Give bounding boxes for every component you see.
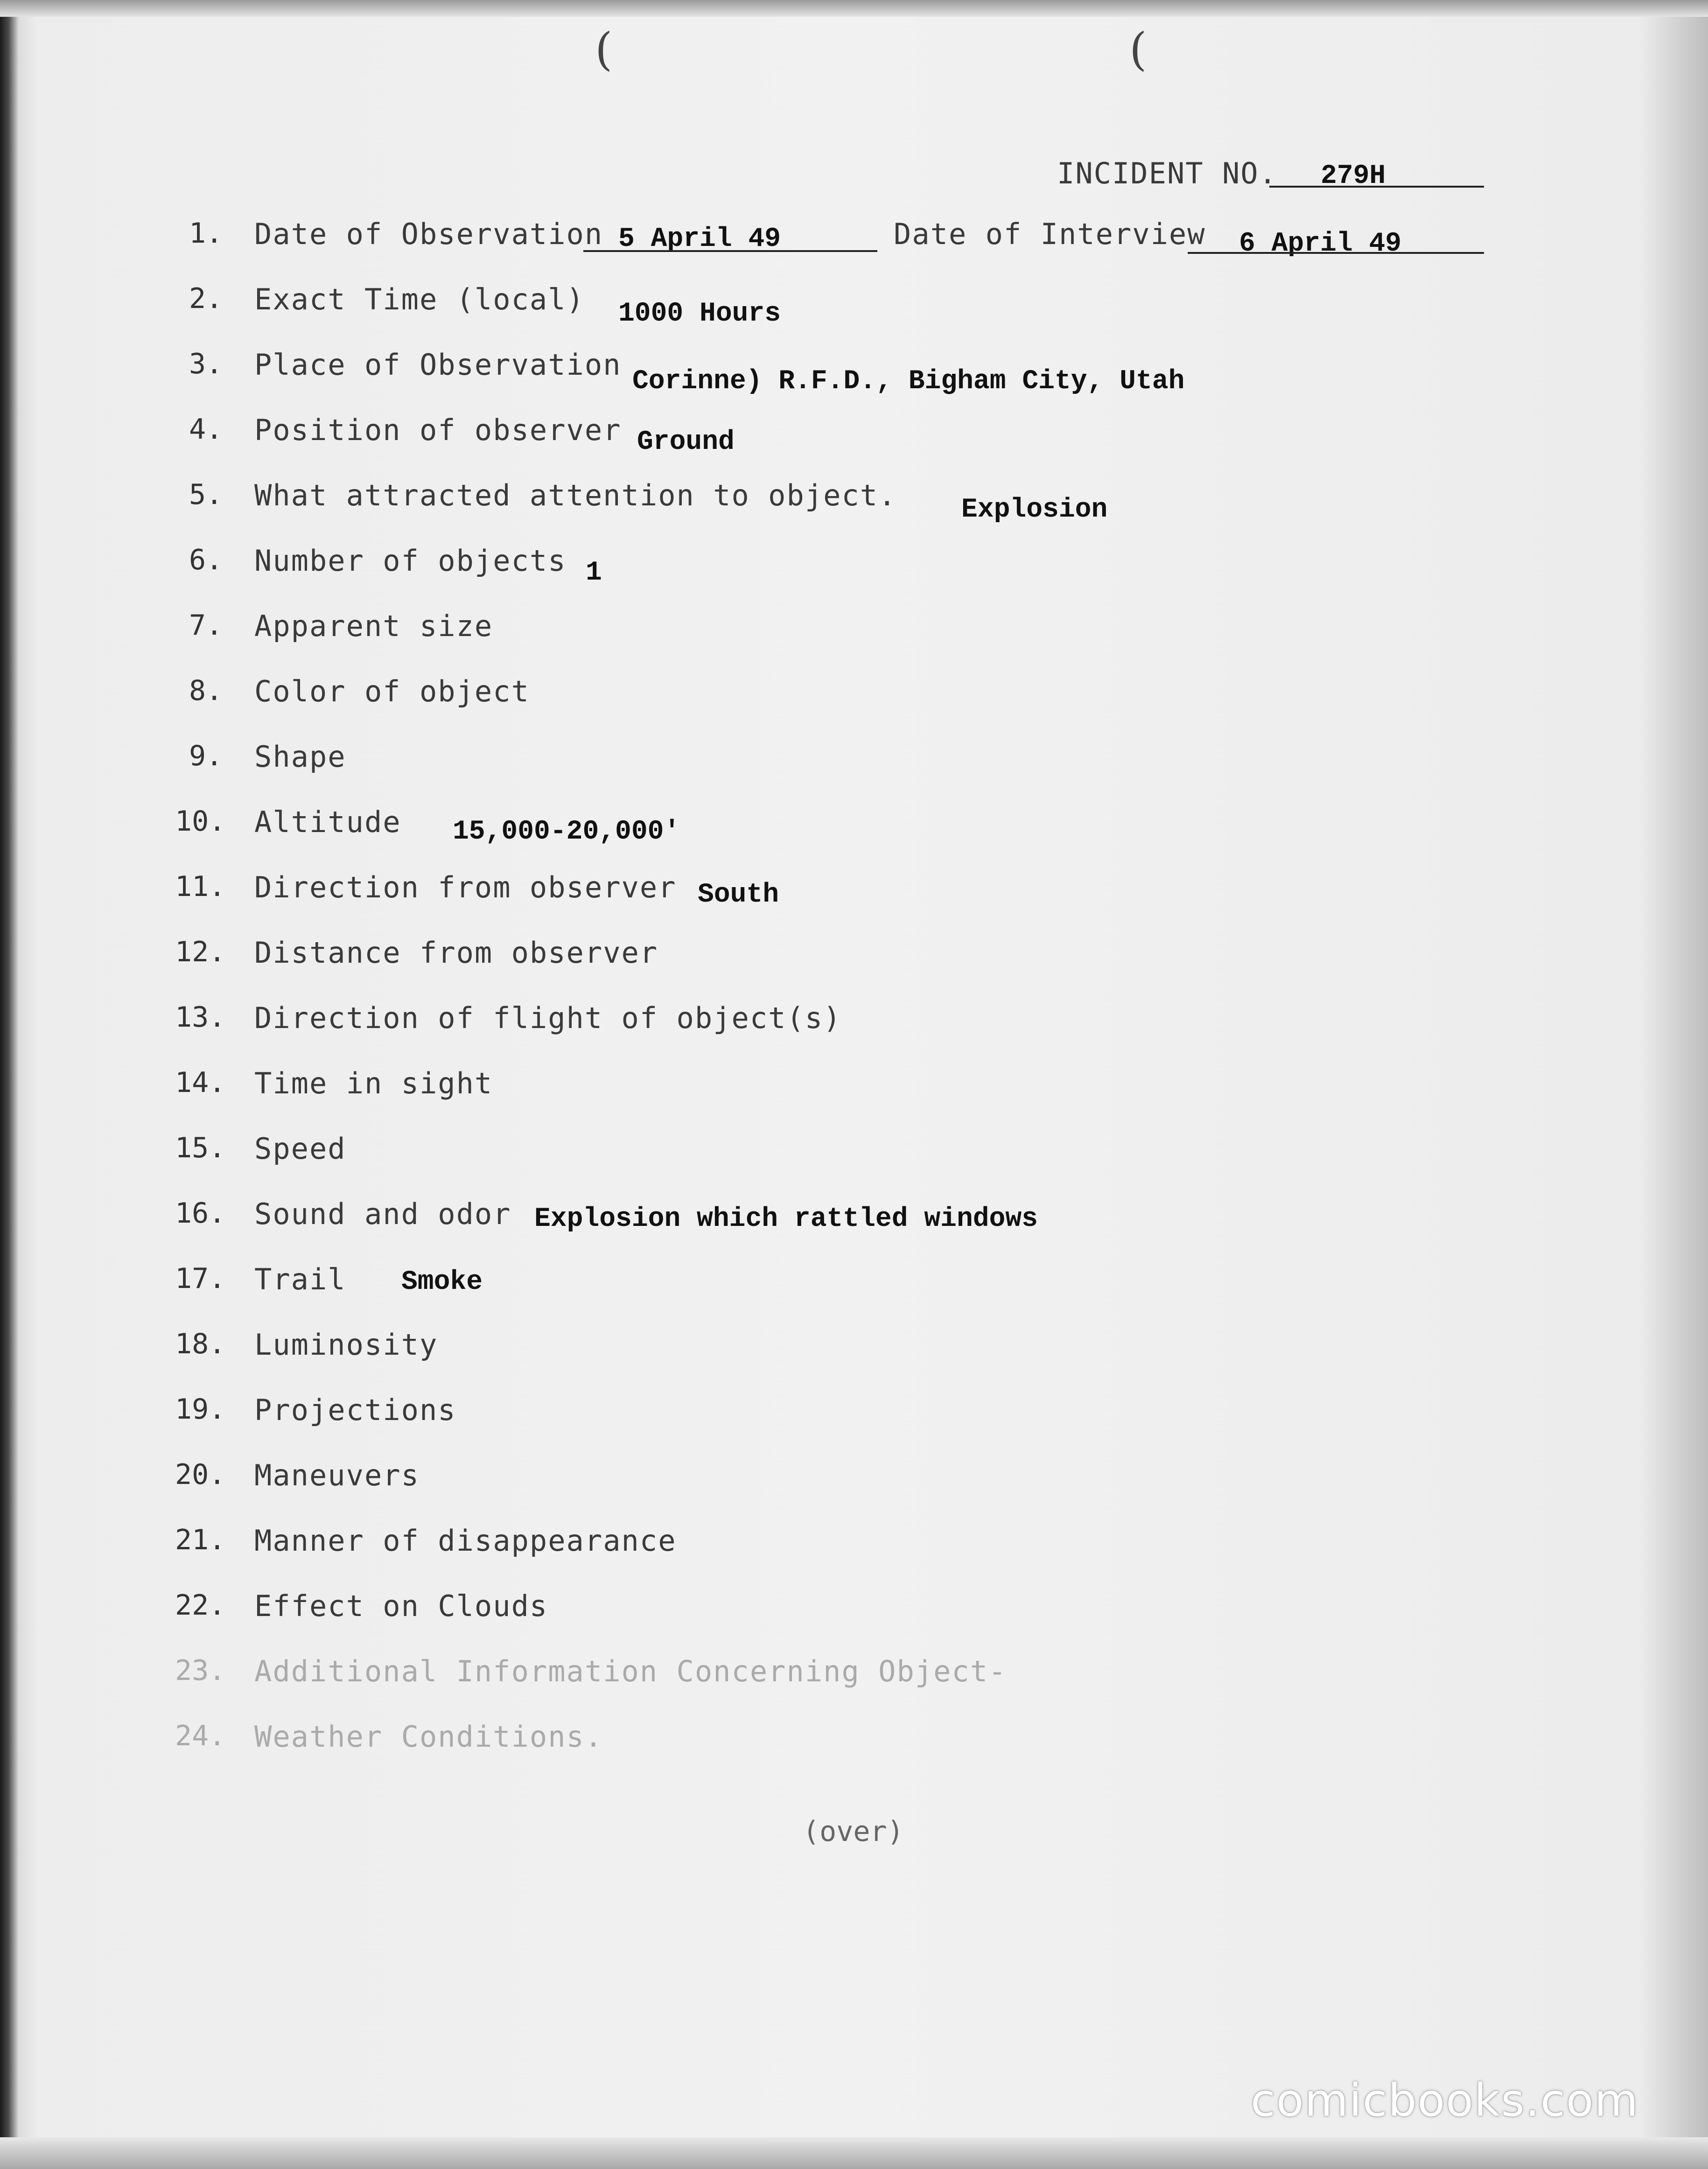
item-label: Speed bbox=[254, 1132, 346, 1166]
interview-value: 6 April 49 bbox=[1239, 229, 1402, 259]
item-number: 13. bbox=[175, 1001, 226, 1034]
item-value: 1000 Hours bbox=[618, 299, 781, 329]
item-label: Time in sight bbox=[254, 1066, 493, 1100]
item-label: Date of Observation bbox=[254, 217, 603, 251]
item-label: Direction from observer bbox=[254, 870, 677, 904]
incident-label: INCIDENT NO. bbox=[1057, 156, 1277, 190]
item-number: 18. bbox=[175, 1328, 226, 1360]
item-value: 5 April 49 bbox=[618, 224, 781, 254]
item-number: 17. bbox=[175, 1262, 226, 1295]
item-number: 10. bbox=[175, 805, 226, 838]
scan-top-edge bbox=[0, 0, 1708, 17]
item-label: Manner of disappearance bbox=[254, 1524, 677, 1558]
item-value: South bbox=[698, 880, 779, 910]
item-number: 5. bbox=[189, 478, 223, 511]
item-number: 3. bbox=[189, 348, 223, 380]
item-label: Effect on Clouds bbox=[254, 1589, 548, 1623]
item-label: Luminosity bbox=[254, 1328, 438, 1362]
item-label: Apparent size bbox=[254, 609, 493, 643]
item-number: 11. bbox=[175, 870, 226, 903]
incident-underline bbox=[1269, 186, 1484, 188]
item-number: 12. bbox=[175, 936, 226, 968]
item-number: 24. bbox=[175, 1720, 226, 1752]
item-value: 1 bbox=[586, 558, 602, 588]
item-label: Weather Conditions. bbox=[254, 1720, 603, 1754]
date-observation-underline bbox=[583, 250, 877, 252]
interview-label: Date of Interview bbox=[894, 217, 1206, 251]
item-label: Trail bbox=[254, 1262, 346, 1296]
date-interview-underline bbox=[1188, 252, 1484, 254]
item-number: 15. bbox=[175, 1132, 226, 1164]
item-label: Place of Observation bbox=[254, 348, 622, 382]
item-number: 9. bbox=[189, 740, 223, 772]
item-label: Number of objects bbox=[254, 544, 567, 578]
item-number: 16. bbox=[175, 1197, 226, 1230]
item-value: Ground bbox=[637, 427, 735, 457]
item-value: Explosion bbox=[961, 495, 1108, 525]
item-number: 8. bbox=[189, 674, 223, 707]
item-label: Direction of flight of object(s) bbox=[254, 1001, 842, 1035]
item-label: Altitude bbox=[254, 805, 401, 839]
scan-bottom-edge bbox=[0, 2137, 1708, 2169]
item-number: 22. bbox=[175, 1589, 226, 1622]
item-label: What attracted attention to object. bbox=[254, 478, 897, 512]
incident-number: 279H bbox=[1321, 161, 1386, 191]
item-value: Smoke bbox=[401, 1267, 483, 1297]
item-value: Corinne) R.F.D., Bigham City, Utah bbox=[632, 366, 1185, 397]
item-number: 19. bbox=[175, 1393, 226, 1426]
watermark-logo: comicbooks.com bbox=[1251, 2074, 1639, 2127]
item-label: Additional Information Concerning Object- bbox=[254, 1654, 1007, 1688]
item-label: Sound and odor bbox=[254, 1197, 511, 1231]
item-label: Maneuvers bbox=[254, 1458, 420, 1492]
item-number: 2. bbox=[189, 282, 223, 315]
item-number: 7. bbox=[189, 609, 223, 642]
item-value: Explosion which rattled windows bbox=[534, 1204, 1038, 1234]
item-number: 6. bbox=[189, 544, 223, 576]
item-label: Position of observer bbox=[254, 413, 622, 447]
item-number: 14. bbox=[175, 1066, 226, 1099]
item-number: 4. bbox=[189, 413, 223, 446]
punch-mark-left: ( bbox=[595, 23, 613, 76]
item-label: Distance from observer bbox=[254, 936, 658, 970]
item-value: 15,000-20,000' bbox=[453, 817, 680, 847]
item-number: 21. bbox=[175, 1524, 226, 1556]
item-number: 1. bbox=[189, 217, 223, 250]
item-label: Shape bbox=[254, 740, 346, 774]
over-note: (over) bbox=[803, 1815, 904, 1848]
item-label: Color of object bbox=[254, 674, 530, 708]
item-label: Projections bbox=[254, 1393, 456, 1427]
item-number: 23. bbox=[175, 1654, 226, 1687]
punch-mark-right: ( bbox=[1129, 23, 1147, 76]
item-label: Exact Time (local) bbox=[254, 282, 585, 316]
item-number: 20. bbox=[175, 1458, 226, 1491]
